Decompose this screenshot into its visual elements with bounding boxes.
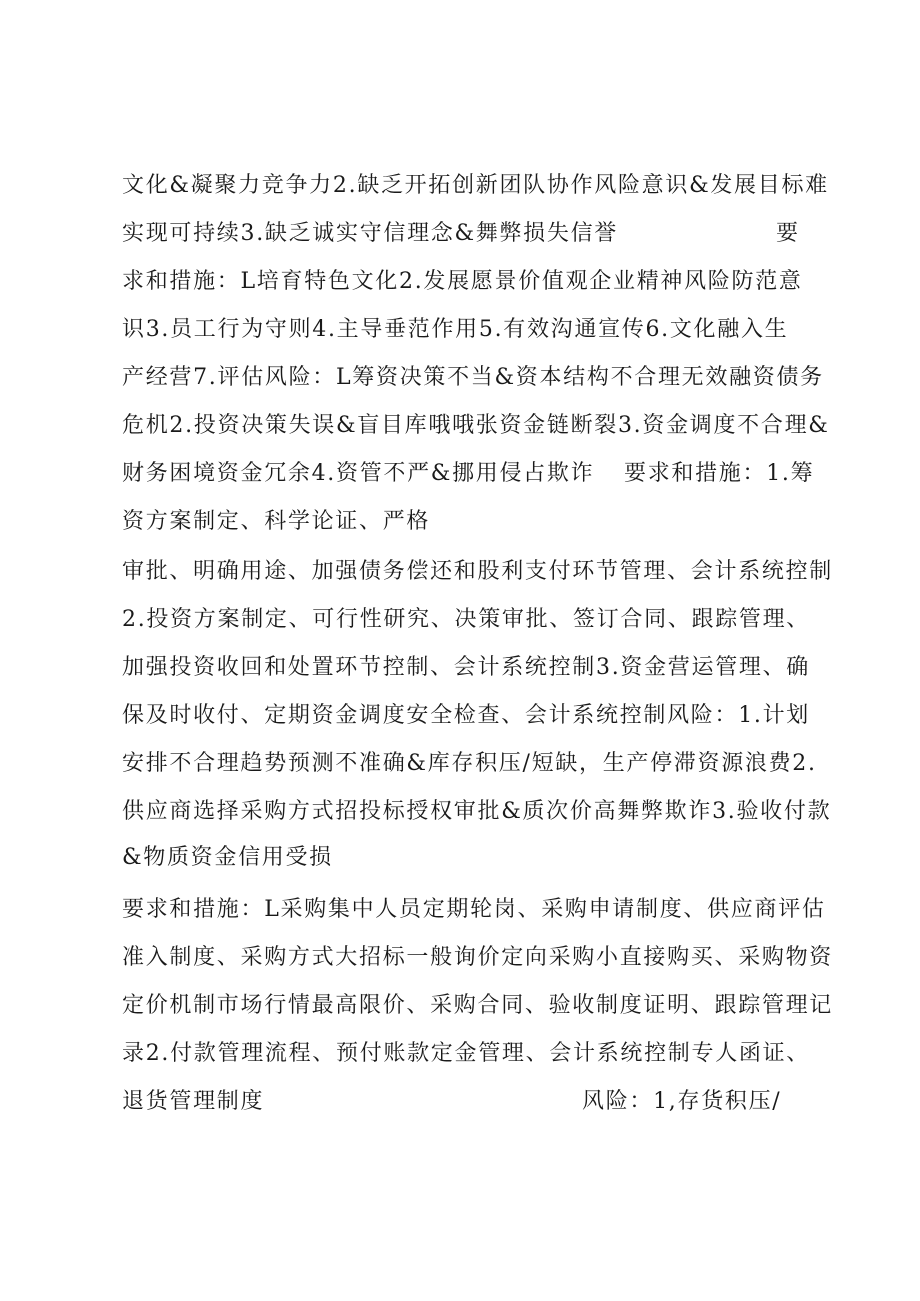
text-line: 定价机制市场行情最高限价、采购合同、验收制度证明、跟踪管理记 xyxy=(122,993,834,1018)
text-line xyxy=(122,214,822,254)
text-line: 准入制度、采购方式大招标一般询价定向采购小直接购买、采购物资 xyxy=(122,945,834,970)
text-line: 产经营7.评估风险：L筹资决策不当&资本结构不合理无效融资债务 xyxy=(122,365,824,390)
text-line: 资方案制定、科学论证、严格 xyxy=(122,509,431,534)
text-line-right: 要求和措施：1.筹 xyxy=(624,461,815,486)
text-line: 危机2.投资决策失误&盲目库哦哦张资金链断裂3.资金调度不合理& xyxy=(122,413,830,438)
text-line: 保及时收付、定期资金调度安全检查、会计系统控制风险：1.计划 xyxy=(122,703,810,728)
text-line-left: 退货管理制度 xyxy=(122,1089,265,1114)
text-line: 2.投资方案制定、可行性研究、决策审批、签订合同、跟踪管理、 xyxy=(122,607,810,632)
text-line: 安排不合理趋势预测不准确&库存积压/短缺，生产停滞资源浪费2. xyxy=(122,751,817,776)
text-line: 求和措施：L培育特色文化2.发展愿景价值观企业精神风险防范意 xyxy=(122,269,803,294)
text-line: 加强投资收回和处置环节控制、会计系统控制3.资金营运管理、确 xyxy=(122,655,810,680)
text-line: 文化&凝聚力竞争力2.缺乏开拓创新团队协作风险意识&发展目标难 xyxy=(122,173,829,198)
text-line-left: 财务困境资金冗余4.资管不严&挪用侵占欺诈 xyxy=(122,461,595,486)
text-line-right: 要 xyxy=(776,221,800,246)
text-line: 识3.员工行为守则4.主导垂范作用5.有效沟通宣传6.文化融入生 xyxy=(122,317,789,342)
text-line-right: 风险：1,存货积压/ xyxy=(582,1089,782,1114)
text-line xyxy=(122,1082,822,1122)
text-line: 要求和措施：L采购集中人员定期轮岗、采购申请制度、供应商评估 xyxy=(122,897,826,922)
text-line: 供应商选择采购方式招投标授权审批&质次价高舞弊欺诈3.验收付款 xyxy=(122,799,832,824)
text-line xyxy=(122,454,822,494)
text-line: 审批、明确用途、加强债务偿还和股利支付环节管理、会计系统控制 xyxy=(122,559,834,584)
text-line-left: 实现可持续3.缺乏诚实守信理念&舞弊损失信誉 xyxy=(122,221,618,246)
text-line: 录2.付款管理流程、预付账款定金管理、会计系统控制专人函证、 xyxy=(122,1041,810,1066)
text-line: &物质资金信用受损 xyxy=(122,845,333,870)
